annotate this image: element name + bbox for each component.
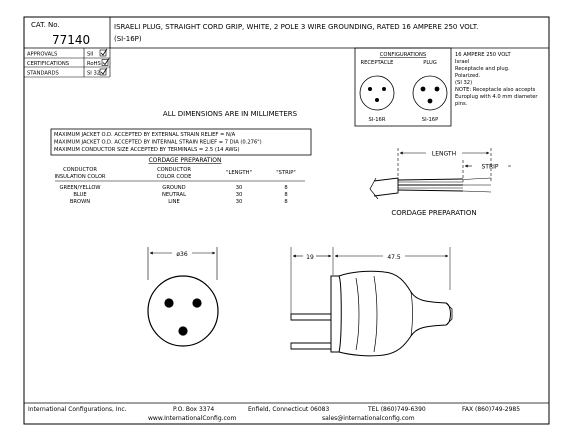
plug-code: SI-16P <box>421 117 439 123</box>
certifications-checkbox-icon <box>102 59 109 66</box>
specs-text <box>455 52 538 107</box>
approvals-label: APPROVALS <box>27 51 58 58</box>
product-title: ISRAELI PLUG, STRAIGHT CORD GRIP, WHITE, 2 POLE 3 WIRE GROUNDING, RATED 16 AMPERE 250 VOLT. <box>114 23 479 31</box>
footer-company: International Configurations, Inc. <box>28 406 127 413</box>
plug-front-view <box>148 247 218 346</box>
footer-web: www.InternationalConfig.com <box>148 415 237 422</box>
approvals-checkbox-icon <box>100 49 107 56</box>
row-strip: 8 <box>284 185 288 191</box>
col-header-conductor-b: CONDUCTOR <box>157 167 191 173</box>
title-block <box>24 17 549 48</box>
standards-value: SI 32 <box>87 70 101 77</box>
receptacle-label: RECEPTACLE <box>360 60 394 66</box>
col-header-length: "LENGTH" <box>226 170 252 176</box>
row-color: BROWN <box>69 199 91 205</box>
standards-label: STANDARDS <box>27 70 59 77</box>
pin-ground-icon <box>178 326 187 335</box>
spec-type: Receptacle and plug. <box>455 66 510 72</box>
spec-country: Israel <box>455 59 470 65</box>
product-title-code: (SI-16P) <box>114 35 142 43</box>
spec-rating: 16 AMPERE 250 VOLT <box>455 52 511 58</box>
configurations-panel <box>355 48 451 126</box>
pin-length-label: 19 <box>306 254 314 261</box>
row-length: 30 <box>235 185 243 191</box>
footer-email: sales@internationalconfig.com <box>322 415 415 422</box>
pin-left-icon <box>164 298 173 307</box>
standards-checkbox-icon <box>100 68 107 75</box>
face-diameter-label: ø36 <box>176 251 188 258</box>
certifications-value: RoHS <box>87 61 101 67</box>
plug-face-icon <box>413 76 447 110</box>
footer-city: Enfield, Connecticut 06083 <box>248 406 330 413</box>
row-length: 30 <box>235 199 243 205</box>
approvals-value: SII <box>87 51 94 58</box>
receptacle-face-icon <box>360 76 394 110</box>
col-header-insulation: INSULATION COLOR <box>54 174 106 180</box>
cat-label: CAT. No. <box>31 21 60 29</box>
row-strip: 8 <box>284 199 288 205</box>
table-row <box>59 185 287 191</box>
row-code: LINE <box>168 199 180 205</box>
jacket-note-internal: MAXIMUM JACKET O.D. ACCEPTED BY INTERNAL STRAIN RELIEF = 7 DIA (0.276") <box>54 139 262 146</box>
spec-note-line2: Europlug with 4.0 mm diameter <box>455 94 538 100</box>
conductor-size-note: MAXIMUM CONDUCTOR SIZE ACCEPTED BY TERMINALS = 2.5 (14 AWG) <box>54 147 240 153</box>
cat-number: 77140 <box>52 33 91 47</box>
receptacle-code: SI-16R <box>368 117 386 123</box>
row-code: NEUTRAL <box>162 192 186 198</box>
row-length: 30 <box>235 192 243 198</box>
cordage-title: CORDAGE PREPARATION <box>148 157 222 164</box>
configurations-title: CONFIGURATIONS <box>379 52 427 58</box>
jacket-note-external: MAXIMUM JACKET O.D. ACCEPTED BY EXTERNAL STRAIN RELIEF = N/A <box>54 132 236 138</box>
spec-polarized: Polarized. <box>455 73 481 79</box>
cordage-diagram-caption: CORDAGE PREPARATION <box>391 209 477 217</box>
footer-tel: TEL (860)749-6390 <box>368 406 426 413</box>
row-color: BLUE <box>73 192 87 198</box>
row-code: GROUND <box>162 185 186 191</box>
plug-label: PLUG <box>423 60 437 66</box>
certifications-label: CERTIFICATIONS <box>27 61 70 67</box>
compliance-table <box>24 48 110 77</box>
strip-dimension-label: STRIP <box>481 163 499 171</box>
cordage-table <box>51 129 311 205</box>
length-dimension-label: LENGTH <box>431 150 457 158</box>
dimensions-note: ALL DIMENSIONS ARE IN MILLIMETERS <box>162 110 298 118</box>
spec-note-line3: pins. <box>455 101 468 107</box>
footer-fax: FAX (860)749-2985 <box>462 406 521 413</box>
spec-standard: (SI 32) <box>455 80 473 86</box>
col-header-code: COLOR CODE <box>156 174 192 180</box>
table-row <box>70 199 288 205</box>
plug-side-view <box>291 247 452 356</box>
col-header-strip: "STRIP" <box>276 170 296 176</box>
spec-note-line1: NOTE: Receptacle also accepts <box>455 87 536 93</box>
pin-right-icon <box>192 298 201 307</box>
row-color: GREEN/YELLOW <box>59 185 101 191</box>
col-header-conductor-a: CONDUCTOR <box>63 167 97 173</box>
body-length-label: 47.5 <box>387 254 401 261</box>
row-strip: 8 <box>284 192 288 198</box>
footer <box>24 403 549 422</box>
cordage-diagram <box>370 148 511 217</box>
footer-pobox: P.O. Box 3374 <box>173 406 215 413</box>
table-row <box>73 192 287 198</box>
